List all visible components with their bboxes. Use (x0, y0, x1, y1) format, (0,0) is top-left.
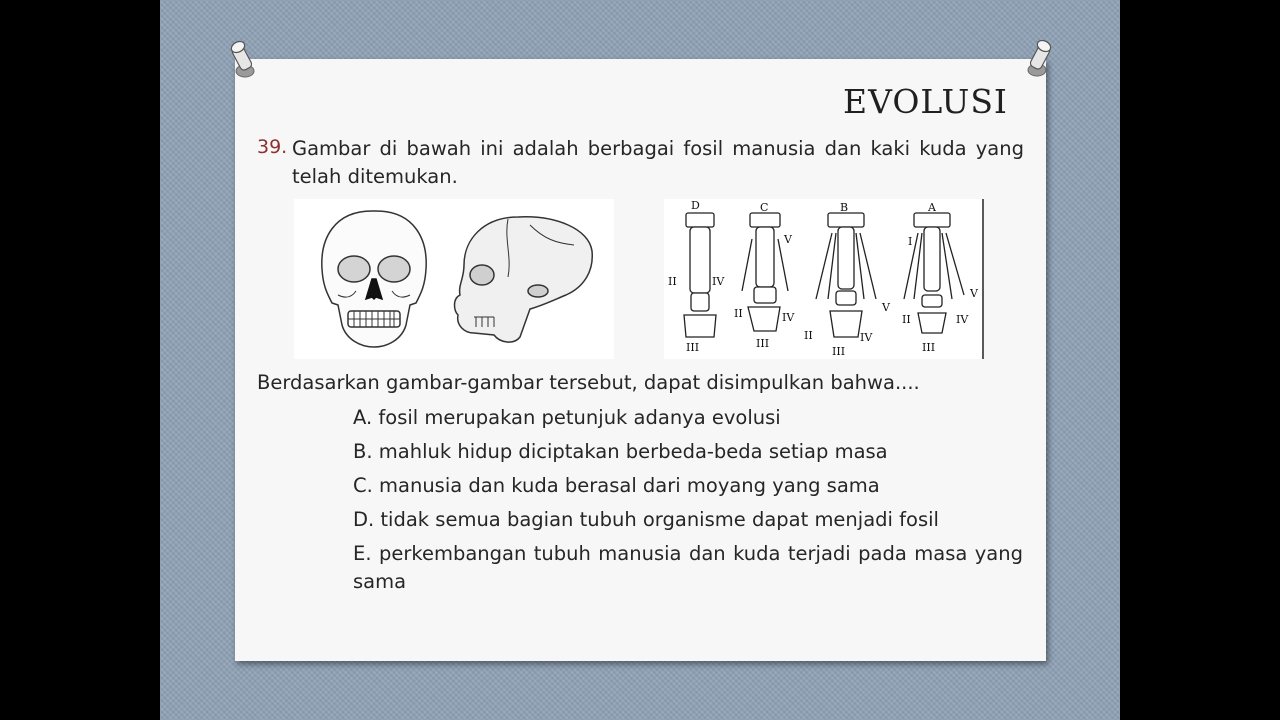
svg-text:II: II (668, 275, 677, 288)
skull-figure (294, 199, 614, 359)
svg-text:IV: IV (712, 275, 725, 288)
svg-text:V: V (784, 233, 792, 246)
svg-text:II: II (804, 329, 813, 342)
svg-text:IV: IV (782, 311, 795, 324)
answer-option-d[interactable]: D. tidak semua bagian tubuh organisme dapat menjadi fosil (353, 508, 939, 531)
question-number: 39. (257, 136, 288, 158)
answer-option-a[interactable]: A. fosil merupakan petunjuk adanya evolusi (353, 406, 781, 429)
svg-text:III: III (922, 341, 936, 354)
svg-text:III: III (832, 345, 846, 358)
horse-foot-bones-icon (664, 199, 984, 359)
svg-text:C: C (760, 201, 769, 214)
svg-text:II: II (902, 313, 911, 326)
pushpin-icon (226, 40, 260, 80)
pushpin-icon (1022, 39, 1056, 79)
human-skull-icon (294, 199, 614, 359)
svg-text:I: I (908, 235, 913, 248)
question-prompt: Berdasarkan gambar-gambar tersebut, dapat disimpulkan bahwa.... (257, 371, 920, 394)
answer-options (353, 404, 1023, 602)
svg-text:III: III (686, 341, 700, 354)
svg-text:V: V (882, 301, 890, 314)
svg-text:III: III (756, 337, 770, 350)
answer-option-b[interactable]: B. mahluk hidup diciptakan berbeda-beda setiap masa (353, 440, 888, 463)
svg-text:D: D (691, 199, 700, 212)
answer-option-e[interactable]: E. perkembangan tubuh manusia dan kuda terjadi pada masa yang sama (353, 542, 1023, 593)
svg-text:IV: IV (860, 331, 873, 344)
svg-text:V: V (970, 287, 978, 300)
answer-option-c[interactable]: C. manusia dan kuda berasal dari moyang yang sama (353, 474, 880, 497)
svg-text:II: II (734, 307, 743, 320)
svg-text:A: A (928, 201, 936, 214)
slide-title: EVOLUSI (843, 82, 1008, 121)
svg-text:B: B (840, 201, 849, 214)
question-stem: Gambar di bawah ini adalah berbagai fosil manusia dan kaki kuda yang telah ditemukan. (292, 137, 1024, 188)
svg-text:IV: IV (956, 313, 969, 326)
horse-foot-figure (664, 199, 984, 359)
